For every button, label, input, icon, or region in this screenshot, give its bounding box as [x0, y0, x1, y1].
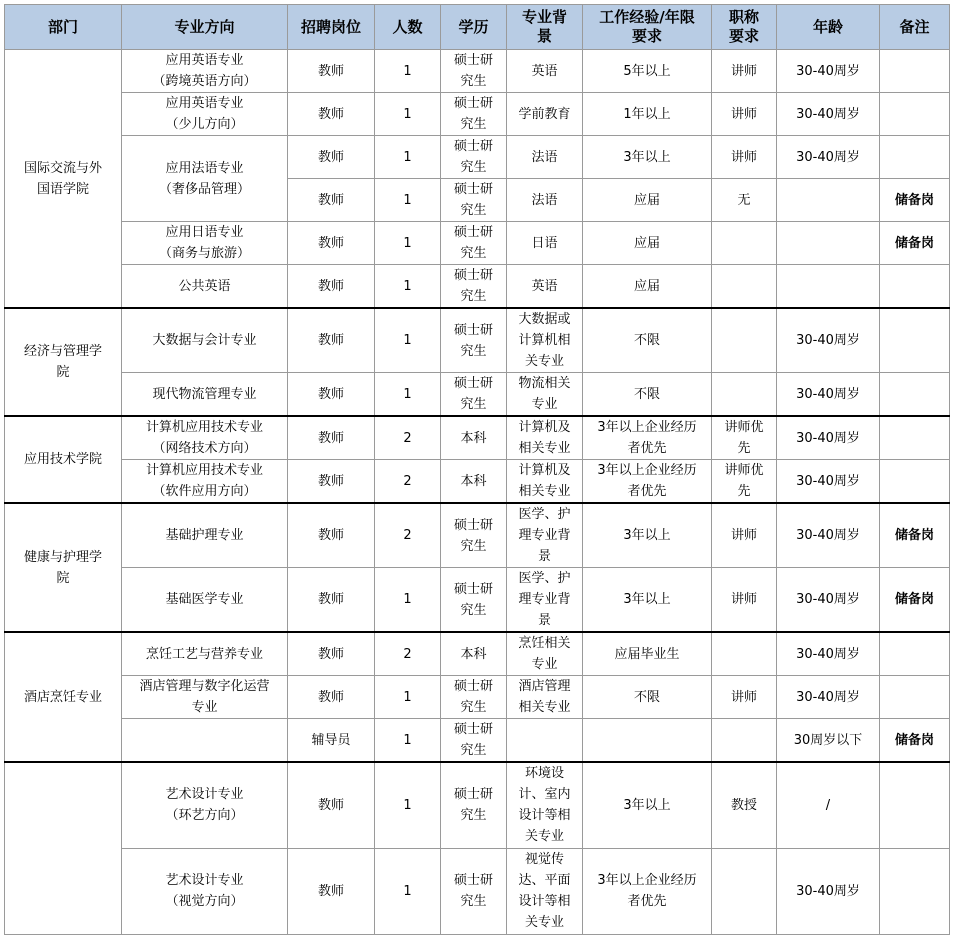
age-cell [777, 222, 880, 265]
age-cell: 30周岁以下 [777, 719, 880, 763]
major-cell: 计算机应用技术专业 （软件应用方向） [122, 460, 288, 504]
background-cell: 视觉传 达、平面 设计等相 关专业 [507, 848, 583, 934]
background-cell: 酒店管理 相关专业 [507, 676, 583, 719]
header-edu: 学历 [441, 5, 507, 50]
background-cell: 计算机及 相关专业 [507, 460, 583, 504]
title-cell: 讲师 [712, 503, 777, 568]
age-cell: 30-40周岁 [777, 93, 880, 136]
count-cell: 1 [375, 848, 441, 934]
note-cell [880, 136, 950, 179]
post-cell: 教师 [288, 460, 375, 504]
count-cell: 1 [375, 568, 441, 633]
edu-cell: 硕士研 究生 [441, 719, 507, 763]
post-cell: 教师 [288, 373, 375, 417]
header-note: 备注 [880, 5, 950, 50]
table-row [5, 632, 950, 676]
age-cell: 30-40周岁 [777, 373, 880, 417]
background-cell: 大数据或 计算机相 关专业 [507, 308, 583, 373]
experience-cell: 不限 [583, 308, 712, 373]
background-cell: 医学、护 理专业背 景 [507, 503, 583, 568]
header-major: 专业方向 [122, 5, 288, 50]
background-cell: 日语 [507, 222, 583, 265]
age-cell: 30-40周岁 [777, 848, 880, 934]
count-cell: 1 [375, 719, 441, 763]
edu-cell: 硕士研 究生 [441, 568, 507, 633]
post-cell: 教师 [288, 848, 375, 934]
note-cell [880, 93, 950, 136]
experience-cell: 应届 [583, 222, 712, 265]
major-cell: 应用日语专业 （商务与旅游） [122, 222, 288, 265]
edu-cell: 硕士研 究生 [441, 762, 507, 848]
edu-cell: 硕士研 究生 [441, 265, 507, 309]
background-cell: 环境设 计、室内 设计等相 关专业 [507, 762, 583, 848]
major-cell: 应用法语专业 （奢侈品管理） [122, 136, 288, 222]
age-cell [777, 265, 880, 309]
count-cell: 2 [375, 503, 441, 568]
dept-cell: 酒店烹饪专业 [5, 632, 122, 762]
count-cell: 2 [375, 416, 441, 460]
dept-cell: 国际交流与外 国语学院 [5, 50, 122, 309]
background-cell: 法语 [507, 179, 583, 222]
edu-cell: 硕士研 究生 [441, 136, 507, 179]
title-cell: 讲师 [712, 136, 777, 179]
background-cell: 烹饪相关 专业 [507, 632, 583, 676]
edu-cell: 本科 [441, 632, 507, 676]
major-cell: 公共英语 [122, 265, 288, 309]
edu-cell: 硕士研 究生 [441, 848, 507, 934]
edu-cell: 本科 [441, 460, 507, 504]
dept-cell: 健康与护理学 院 [5, 503, 122, 632]
experience-cell: 3年以上 [583, 568, 712, 633]
note-cell: 储备岗 [880, 719, 950, 763]
note-cell [880, 632, 950, 676]
count-cell: 1 [375, 179, 441, 222]
major-cell: 应用英语专业 （少儿方向） [122, 93, 288, 136]
title-cell: 无 [712, 179, 777, 222]
note-cell [880, 676, 950, 719]
age-cell: 30-40周岁 [777, 503, 880, 568]
experience-cell [583, 719, 712, 763]
table-row [5, 416, 950, 460]
major-cell: 艺术设计专业 （视觉方向） [122, 848, 288, 934]
note-cell [880, 848, 950, 934]
major-cell: 基础医学专业 [122, 568, 288, 633]
age-cell: 30-40周岁 [777, 460, 880, 504]
background-cell [507, 719, 583, 763]
edu-cell: 本科 [441, 416, 507, 460]
edu-cell: 硕士研 究生 [441, 308, 507, 373]
table-row [5, 308, 950, 373]
table-row [5, 136, 950, 179]
table-row [5, 676, 950, 719]
background-cell: 学前教育 [507, 93, 583, 136]
post-cell: 教师 [288, 632, 375, 676]
count-cell: 1 [375, 265, 441, 309]
header-dept: 部门 [5, 5, 122, 50]
age-cell: / [777, 762, 880, 848]
count-cell: 2 [375, 632, 441, 676]
major-cell: 应用英语专业 （跨境英语方向） [122, 50, 288, 93]
title-cell: 讲师 [712, 676, 777, 719]
age-cell: 30-40周岁 [777, 50, 880, 93]
background-cell: 英语 [507, 265, 583, 309]
experience-cell: 3年以上企业经历 者优先 [583, 460, 712, 504]
title-cell: 讲师优 先 [712, 416, 777, 460]
background-cell: 英语 [507, 50, 583, 93]
note-cell [880, 460, 950, 504]
post-cell: 教师 [288, 93, 375, 136]
age-cell: 30-40周岁 [777, 308, 880, 373]
count-cell: 1 [375, 308, 441, 373]
edu-cell: 硕士研 究生 [441, 50, 507, 93]
edu-cell: 硕士研 究生 [441, 503, 507, 568]
dept-cell [5, 762, 122, 934]
note-cell: 储备岗 [880, 179, 950, 222]
title-cell [712, 308, 777, 373]
header-background: 专业背 景 [507, 5, 583, 50]
edu-cell: 硕士研 究生 [441, 373, 507, 417]
post-cell: 辅导员 [288, 719, 375, 763]
age-cell: 30-40周岁 [777, 416, 880, 460]
major-cell: 酒店管理与数字化运营 专业 [122, 676, 288, 719]
note-cell [880, 50, 950, 93]
edu-cell: 硕士研 究生 [441, 179, 507, 222]
background-cell: 计算机及 相关专业 [507, 416, 583, 460]
count-cell: 1 [375, 136, 441, 179]
experience-cell: 3年以上 [583, 136, 712, 179]
note-cell: 储备岗 [880, 568, 950, 633]
post-cell: 教师 [288, 222, 375, 265]
experience-cell: 5年以上 [583, 50, 712, 93]
post-cell: 教师 [288, 503, 375, 568]
post-cell: 教师 [288, 179, 375, 222]
title-cell [712, 632, 777, 676]
age-cell: 30-40周岁 [777, 136, 880, 179]
post-cell: 教师 [288, 568, 375, 633]
table-row [5, 93, 950, 136]
age-cell: 30-40周岁 [777, 568, 880, 633]
background-cell: 物流相关 专业 [507, 373, 583, 417]
header-row [5, 5, 950, 50]
count-cell: 1 [375, 373, 441, 417]
post-cell: 教师 [288, 762, 375, 848]
note-cell [880, 416, 950, 460]
count-cell: 1 [375, 93, 441, 136]
header-experience: 工作经验/年限 要求 [583, 5, 712, 50]
dept-cell: 经济与管理学 院 [5, 308, 122, 416]
count-cell: 1 [375, 222, 441, 265]
background-cell: 医学、护 理专业背 景 [507, 568, 583, 633]
major-cell: 大数据与会计专业 [122, 308, 288, 373]
experience-cell: 应届 [583, 179, 712, 222]
edu-cell: 硕士研 究生 [441, 93, 507, 136]
major-cell: 艺术设计专业 （环艺方向） [122, 762, 288, 848]
post-cell: 教师 [288, 308, 375, 373]
post-cell: 教师 [288, 50, 375, 93]
header-post: 招聘岗位 [288, 5, 375, 50]
note-cell [880, 373, 950, 417]
experience-cell: 3年以上 [583, 503, 712, 568]
major-cell [122, 719, 288, 763]
post-cell: 教师 [288, 136, 375, 179]
experience-cell: 不限 [583, 373, 712, 417]
title-cell: 讲师 [712, 568, 777, 633]
table-row [5, 503, 950, 568]
table-row [5, 460, 950, 504]
age-cell [777, 179, 880, 222]
experience-cell: 应届 [583, 265, 712, 309]
edu-cell: 硕士研 究生 [441, 222, 507, 265]
age-cell: 30-40周岁 [777, 632, 880, 676]
header-age: 年龄 [777, 5, 880, 50]
major-cell: 计算机应用技术专业 （网络技术方向） [122, 416, 288, 460]
background-cell: 法语 [507, 136, 583, 179]
dept-cell: 应用技术学院 [5, 416, 122, 503]
table-row [5, 568, 950, 633]
major-cell: 现代物流管理专业 [122, 373, 288, 417]
experience-cell: 3年以上企业经历 者优先 [583, 848, 712, 934]
note-cell: 储备岗 [880, 222, 950, 265]
table-row [5, 762, 950, 848]
title-cell: 讲师 [712, 50, 777, 93]
age-cell: 30-40周岁 [777, 676, 880, 719]
experience-cell: 3年以上 [583, 762, 712, 848]
recruitment-table [4, 4, 950, 935]
experience-cell: 应届毕业生 [583, 632, 712, 676]
table-row [5, 373, 950, 417]
title-cell: 教授 [712, 762, 777, 848]
title-cell [712, 848, 777, 934]
title-cell: 讲师 [712, 93, 777, 136]
table-row [5, 719, 950, 763]
table-row [5, 265, 950, 309]
title-cell: 讲师优 先 [712, 460, 777, 504]
title-cell [712, 222, 777, 265]
table-row [5, 50, 950, 93]
note-cell [880, 762, 950, 848]
note-cell [880, 265, 950, 309]
count-cell: 2 [375, 460, 441, 504]
title-cell [712, 719, 777, 763]
table-row [5, 848, 950, 934]
header-title: 职称 要求 [712, 5, 777, 50]
experience-cell: 3年以上企业经历 者优先 [583, 416, 712, 460]
count-cell: 1 [375, 50, 441, 93]
header-count: 人数 [375, 5, 441, 50]
note-cell: 储备岗 [880, 503, 950, 568]
experience-cell: 1年以上 [583, 93, 712, 136]
post-cell: 教师 [288, 265, 375, 309]
major-cell: 基础护理专业 [122, 503, 288, 568]
table-row [5, 222, 950, 265]
post-cell: 教师 [288, 676, 375, 719]
title-cell [712, 373, 777, 417]
note-cell [880, 308, 950, 373]
count-cell: 1 [375, 762, 441, 848]
count-cell: 1 [375, 676, 441, 719]
post-cell: 教师 [288, 416, 375, 460]
experience-cell: 不限 [583, 676, 712, 719]
major-cell: 烹饪工艺与营养专业 [122, 632, 288, 676]
title-cell [712, 265, 777, 309]
edu-cell: 硕士研 究生 [441, 676, 507, 719]
